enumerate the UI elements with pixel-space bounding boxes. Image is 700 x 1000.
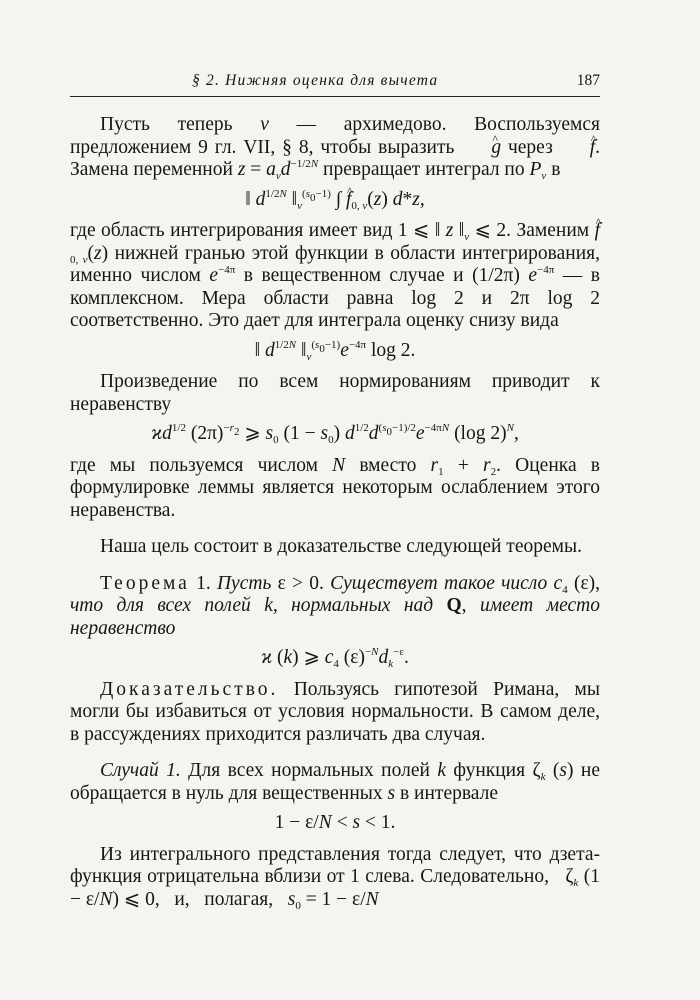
theorem-1: Теорема 1. Пусть ε > 0. Существует такое число $c_4$ (ε), что для всех полей k, нормальных над Q, имеет место неравенство	[70, 572, 601, 639]
page-body	[70, 114, 600, 911]
case-word: Случай	[100, 760, 159, 781]
formula-1: ‖ $d^{1/2N}$ $‖_v^{(s_0-1)}$ ∫ ^ $f_{0, v}(z)$ d*z,	[70, 189, 600, 212]
theorem-word: Теорема	[100, 572, 190, 594]
paragraph-2: где область интегрирования имеет вид 1 ⩽ ‖ z $‖_v$ ⩽ 2. Заменим ^ $f_{0, v}(z)$ нижней гранью этой функции в области интегрирования, именно числом $e^{-4\pi}$ в вещественном случае и (1/2π) $e^{-4\pi}$ — в комплексном. Мера области равна log 2 и 2π log 2 соответственно. Это дает для интеграла оценку снизу вида	[70, 220, 600, 333]
formula-2: ‖ $d^{1/2N}$ $‖_v^{(s_0-1)}e^{-4\pi}$ log 2.	[254, 338, 416, 363]
formula-3: $ϰd^{1/2}$ $(2\pi)^{-r_2}$ ⩾ $s_0$ $(1 - s_0)$ $d^{1/2}d^{(s_0-1)/2}e^{-4\pi N}$ (log 2)$^N$,	[151, 422, 519, 446]
proof-word: Доказательство.	[100, 678, 279, 700]
running-header	[70, 72, 600, 90]
header-title: § 2. Нижняя оценка для вычета	[192, 72, 439, 89]
paragraph-5: Наша цель состоит в доказательстве следующей теоремы.	[100, 536, 582, 557]
header-rule	[70, 96, 600, 97]
paragraph-4: где мы пользуемся числом N вместо $r_1 + r_2$. Оценка в формулировке леммы является некоторым ослаблением этого неравенства.	[70, 454, 600, 521]
paragraph-3: Произведение по всем нормированиям приводит к неравенству	[70, 371, 600, 415]
proof-paragraph: Доказательство. Пользуясь гипотезой Римана, мы могли бы избавиться от условия нормальности. В самом деле, в рассуждениях приходится различать два случая.	[70, 678, 600, 745]
formula-4: ϰ (k) ⩾ $c_4$ $(\varepsilon)^{-N}d_k^{-\varepsilon}$.	[261, 646, 409, 670]
paragraph-1: Пусть теперь v — архимедово. Воспользуемся предложением 9 гл. VII, § 8, чтобы выразить ^ g через ^ f. Замена переменной $z = a_vd^{-1/2N}$ превращает интеграл по $P_v$ в	[70, 114, 600, 182]
paragraph-last: Из интегрального представления тогда следует, что дзета-функция отрицательна вблизи от 1 слева. Следовательно, $\zeta_k$ (1 − ε/N) ⩽ 0, и, полагая, $s_0 = 1 - \varepsilon/N$	[70, 843, 600, 912]
case-1: Случай 1. Для всех нормальных полей k функция $\zeta_k$ (s) не обращается в нуль для вещественных s в интервале	[70, 760, 600, 804]
page-number: 187	[576, 72, 600, 89]
formula-5: 1 − ε/N < s < 1.	[274, 812, 396, 833]
